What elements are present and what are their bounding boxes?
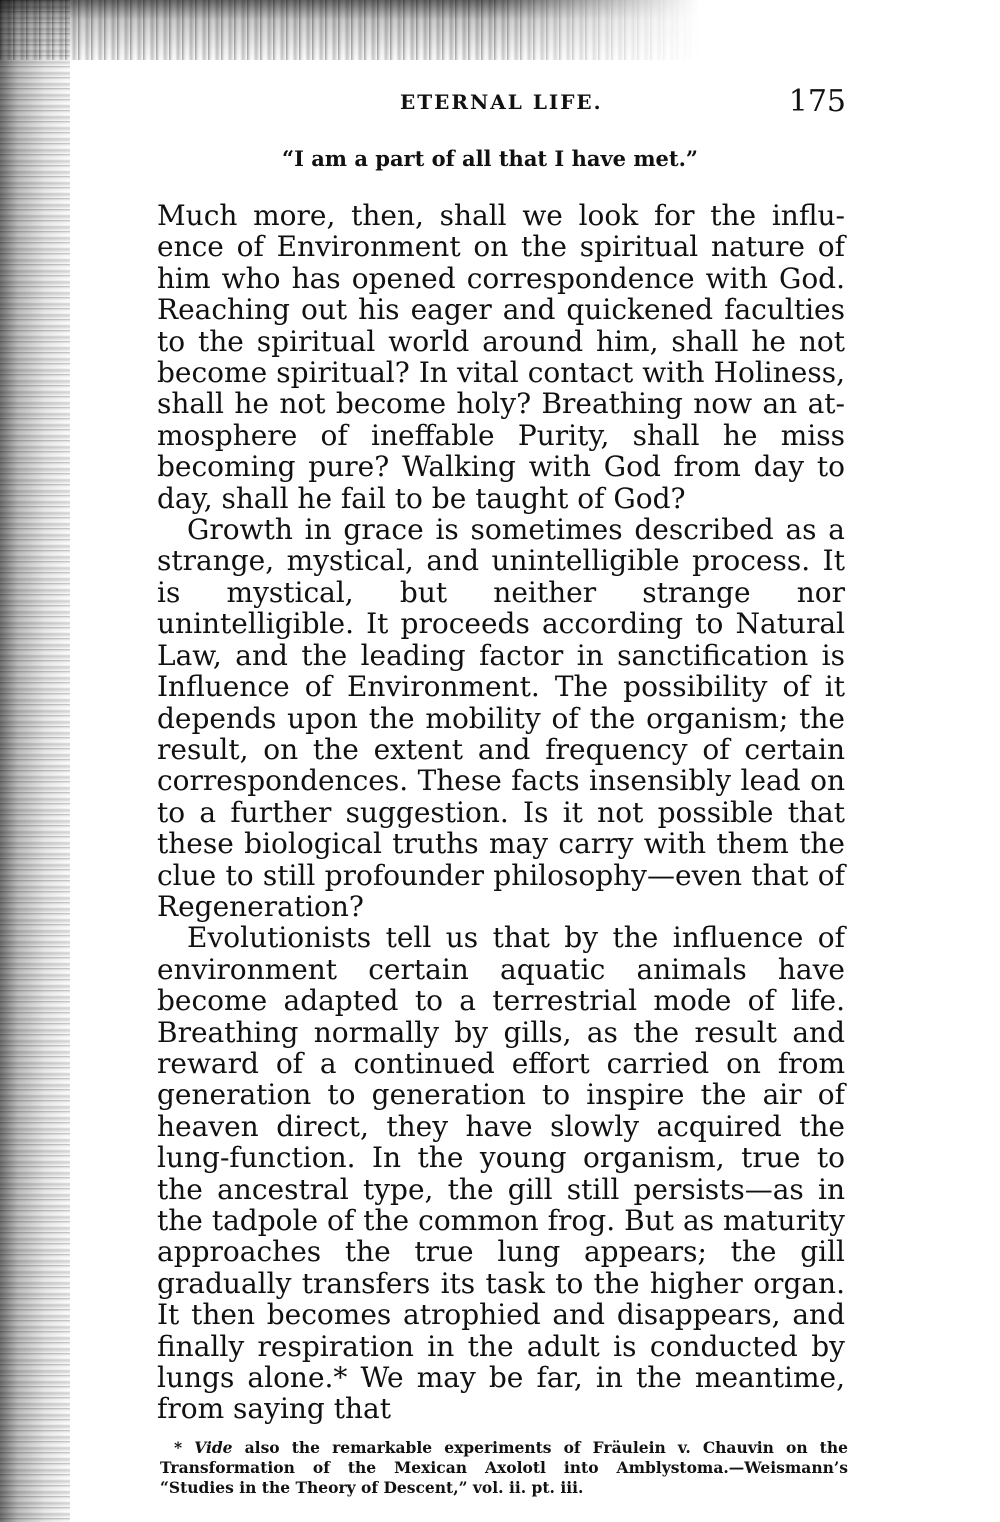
page-header (160, 86, 850, 122)
page-number: 175 (788, 84, 846, 119)
epigraph (160, 146, 850, 171)
footnote (160, 1438, 848, 1498)
footnote-vide: Vide (194, 1438, 233, 1457)
scan-top-edge-shadow (0, 0, 700, 60)
epigraph-text: “I am a part of all that I have met.” (281, 146, 698, 171)
running-title: ETERNAL LIFE. (400, 90, 603, 114)
footnote-marker: * (174, 1438, 183, 1457)
body-text (157, 200, 845, 1425)
paragraph-1: Much more, then, shall we look for the influence of Environment on the spiritual nature of him who has opened correspondence with God. Reaching out his eager and quickened faculties to the spiritual world around him, shall he not become spiritual? In vital contact with Holiness, shall he not become holy? Breathing now an atmosphere of ineffable Purity, shall he miss becoming pure? Walking with God from day to day, shall he fail to be taught of God? (157, 199, 845, 515)
scan-gutter-shadow (0, 0, 70, 1522)
footnote-text: also the remarkable experiments of Fräulein v. Chauvin on the Transformation of the Mexican Axolotl into Amblystoma.—Weismann’s “Studies in the Theory of Descent,” vol. ii. pt. iii. (160, 1438, 848, 1497)
paragraph-2: Growth in grace is sometimes described as a strange, mystical, and unintelligible process. It is mystical, but neither strange nor unintelligible. It proceeds according to Natural Law, and the leading factor in sanctification is Influence of Environment. The possibility of it depends upon the mobility of the organism; the result, on the extent and frequency of certain correspondences. These facts insensibly lead on to a further suggestion. Is it not possible that these biological truths may carry with them the clue to still profounder philosophy—even that of Regeneration? (157, 513, 845, 923)
paragraph-3: Evolutionists tell us that by the influence of environment certain aquatic animals have become adapted to a terrestrial mode of life. Breathing normally by gills, as the result and reward of a continued effort carried on from generation to generation to inspire the air of heaven direct, they have slowly acquired the lung-function. In the young organism, true to the ancestral type, the gill still persists—as in the tadpole of the common frog. But as maturity approaches the true lung appears; the gill gradually transfers its task to the higher organ. It then becomes atrophied and disappears, and finally respiration in the adult is conducted by lungs alone.* We may be far, in the meantime, from saying that (157, 921, 845, 1426)
